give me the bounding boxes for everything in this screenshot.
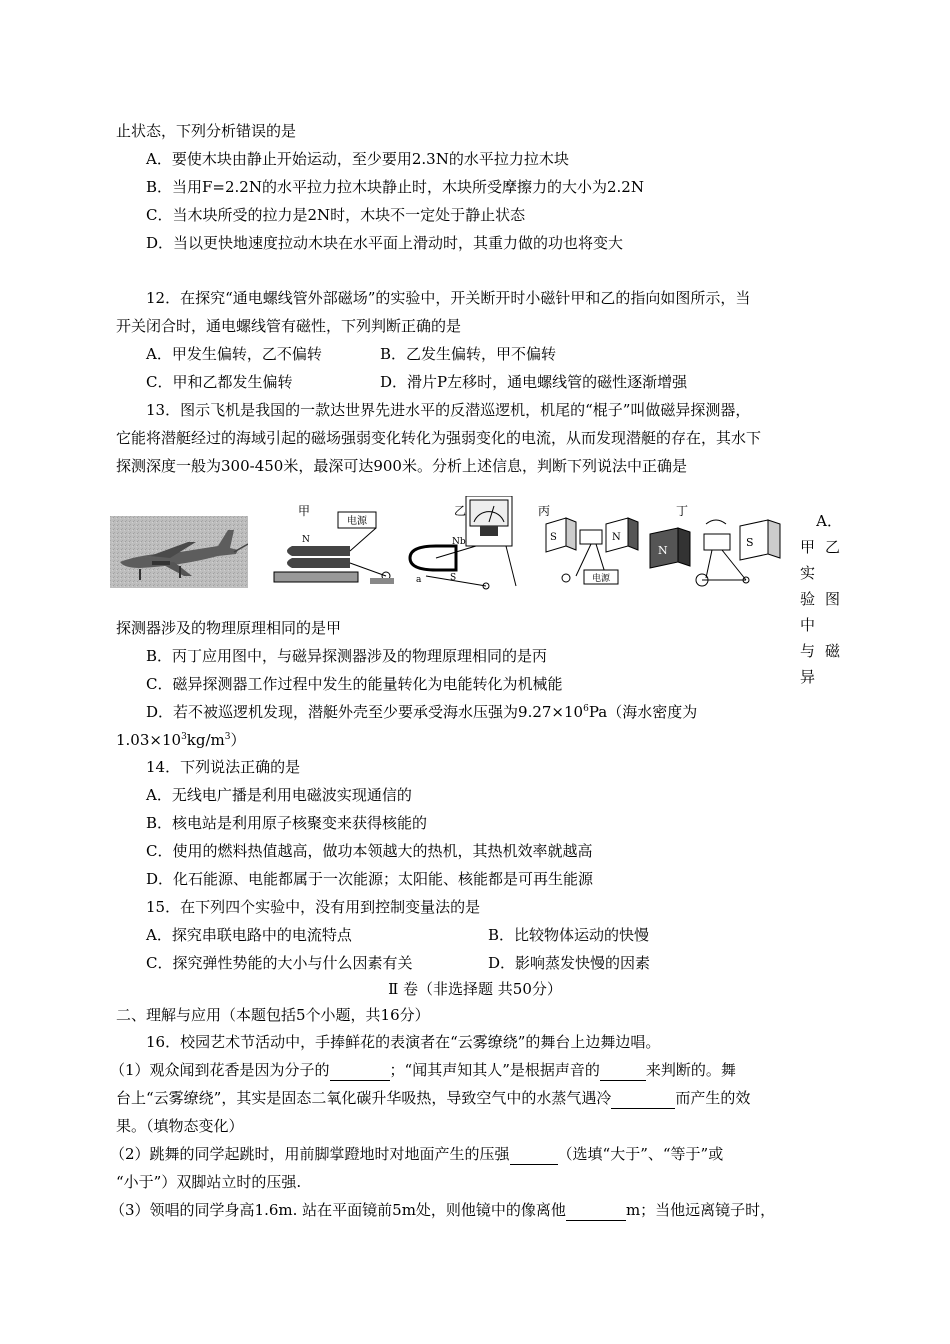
q13-figures <box>110 500 800 596</box>
q13-stem-line2: 它能将潜艇经过的海域引起的磁场强弱变化转化为强弱变化的电流，从而发现潜艇的存在，其水下 <box>116 429 762 447</box>
power-label: 电源 <box>347 516 367 527</box>
q11-option-c: C．当木块所受的拉力是2N时，木块不一定处于静止状态 <box>146 206 526 224</box>
answer-blank[interactable] <box>600 1060 646 1081</box>
svg-text:N: N <box>302 535 310 545</box>
svg-text:N: N <box>612 532 621 543</box>
q16-part2-line1: （2）跳舞的同学起跳时，用前脚掌蹬地时对地面产生的压强 （选填“大于”、“等于”或 <box>110 1145 724 1163</box>
experiment-jia-diagram <box>270 506 400 592</box>
q11-stem-tail: 止状态，下列分析错误的是 <box>116 122 297 140</box>
svg-text:N: N <box>658 544 668 557</box>
svg-text:Nb: Nb <box>452 537 466 547</box>
q13-option-a-head: A． 甲乙实 验图中 与磁异 <box>800 512 842 686</box>
q11-option-b: B．当用F=2.2N的水平拉力拉木块静止时，木块所受摩擦力的大小为2.2N <box>146 178 644 196</box>
fig-label-ding: 丁 <box>676 504 689 518</box>
answer-blank[interactable] <box>330 1060 390 1081</box>
q12-option-d: D．滑片P左移时，通电螺线管的磁性逐渐增强 <box>380 373 688 391</box>
q12-option-b: B．乙发生偏转，甲不偏转 <box>380 345 557 363</box>
q14-option-d: D．化石能源、电能都属于一次能源；太阳能、核能都是可再生能源 <box>146 870 594 888</box>
q11-option-d: D．当以更快地速度拉动木块在水平面上滑动时，其重力做的功也将变大 <box>146 234 624 252</box>
q15-stem: 15．在下列四个实验中，没有用到控制变量法的是 <box>146 898 481 916</box>
q16-part1-line1: （1）观众闻到花香是因为分子的 ；“闻其声知其人”是根据声音的 来判断的。舞 <box>110 1061 736 1079</box>
q16-stem: 16．校园艺术节活动中，手捧鲜花的表演者在“云雾缭绕”的舞台上边舞边唱。 <box>146 1033 661 1051</box>
svg-text:S: S <box>550 532 557 543</box>
q13-option-b: B．丙丁应用图中，与磁异探测器涉及的物理原理相同的是丙 <box>146 647 548 665</box>
q12-option-a: A．甲发生偏转，乙不偏转 <box>146 345 322 363</box>
q13-option-d-line1: D．若不被巡逻机发现，潜艇外壳至少要承受海水压强为$9.27\times 10^6Pa$（海水密度为 <box>146 703 698 721</box>
fig-label-bing: 丙 <box>538 504 551 518</box>
q13-option-c: C．磁异探测器工作过程中发生的能量转化为电能转化为机械能 <box>146 675 563 693</box>
q16-part2-line2: “小于”）双脚站立时的压强. <box>116 1173 302 1191</box>
q12-stem-line2: 开关闭合时，通电螺线管有磁性，下列判断正确的是 <box>116 317 462 335</box>
q14-option-c: C．使用的燃料热值越高，做功本领越大的热机，其热机效率就越高 <box>146 842 593 860</box>
q14-option-b: B．核电站是利用原子核聚变来获得核能的 <box>146 814 428 832</box>
q15-option-a: A．探究串联电路中的电流特点 <box>146 926 352 944</box>
q15-option-c: C．探究弹性势能的大小与什么因素有关 <box>146 954 413 972</box>
answer-blank[interactable] <box>566 1200 626 1221</box>
fig-label-jia: 甲 <box>298 504 311 518</box>
fig-label-yi: 乙 <box>454 504 467 518</box>
q11-option-a: A．要使木块由静止开始运动，至少要用2.3N的水平拉力拉木块 <box>146 150 569 168</box>
experiment-ding-diagram <box>646 504 796 592</box>
q13-stem-line1: 13．图示飞机是我国的一款达世界先进水平的反潜巡逻机，机尾的“棍子”叫做磁异探测器， <box>146 401 751 419</box>
q13-option-a-tail: 探测器涉及的物理原理相同的是甲 <box>116 619 342 637</box>
q14-option-a: A．无线电广播是利用电磁波实现通信的 <box>146 786 412 804</box>
q14-stem: 14．下列说法正确的是 <box>146 758 301 776</box>
svg-text:a: a <box>416 575 422 585</box>
experiment-bing-diagram <box>536 506 646 592</box>
answer-blank[interactable] <box>510 1144 558 1165</box>
svg-text:S: S <box>450 573 457 583</box>
q12-stem-line1: 12．在探究“通电螺线管外部磁场”的实验中，开关断开时小磁针甲和乙的指向如图所示，当 <box>146 289 751 307</box>
q16-part1-line2: 台上“云雾缭绕”，其实是固态二氧化碳升华吸热，导致空气中的水蒸气遇冷 而产生的效 <box>116 1089 751 1107</box>
answer-blank[interactable] <box>611 1088 675 1109</box>
q16-part1-line3: 果。（填物态变化） <box>116 1117 244 1135</box>
svg-text:电源: 电源 <box>591 574 611 584</box>
q12-option-c: C．甲和乙都发生偏转 <box>146 373 293 391</box>
section-heading: 二、理解与应用（本题包括5个小题，共16分） <box>116 1006 430 1024</box>
q16-part3-line1: （3）领唱的同学身高1.6m. 站在平面镜前5m处，则他镜中的像离他 m；当他远离镜子时， <box>110 1201 776 1219</box>
experiment-yi-diagram <box>406 496 536 592</box>
patrol-aircraft-image <box>110 516 248 588</box>
q15-option-d: D．影响蒸发快慢的因素 <box>488 954 651 972</box>
part2-title: Ⅱ 卷（非选择题 共50分） <box>388 980 562 998</box>
q13-option-d-line2: $1.03\times 10^3kg/m^3$） <box>116 731 246 749</box>
svg-text:S: S <box>746 536 754 549</box>
q13-stem-line3: 探测深度一般为300-450米，最深可达900米。分析上述信息，判断下列说法中正确是 <box>116 457 687 475</box>
q15-option-b: B．比较物体运动的快慢 <box>488 926 650 944</box>
